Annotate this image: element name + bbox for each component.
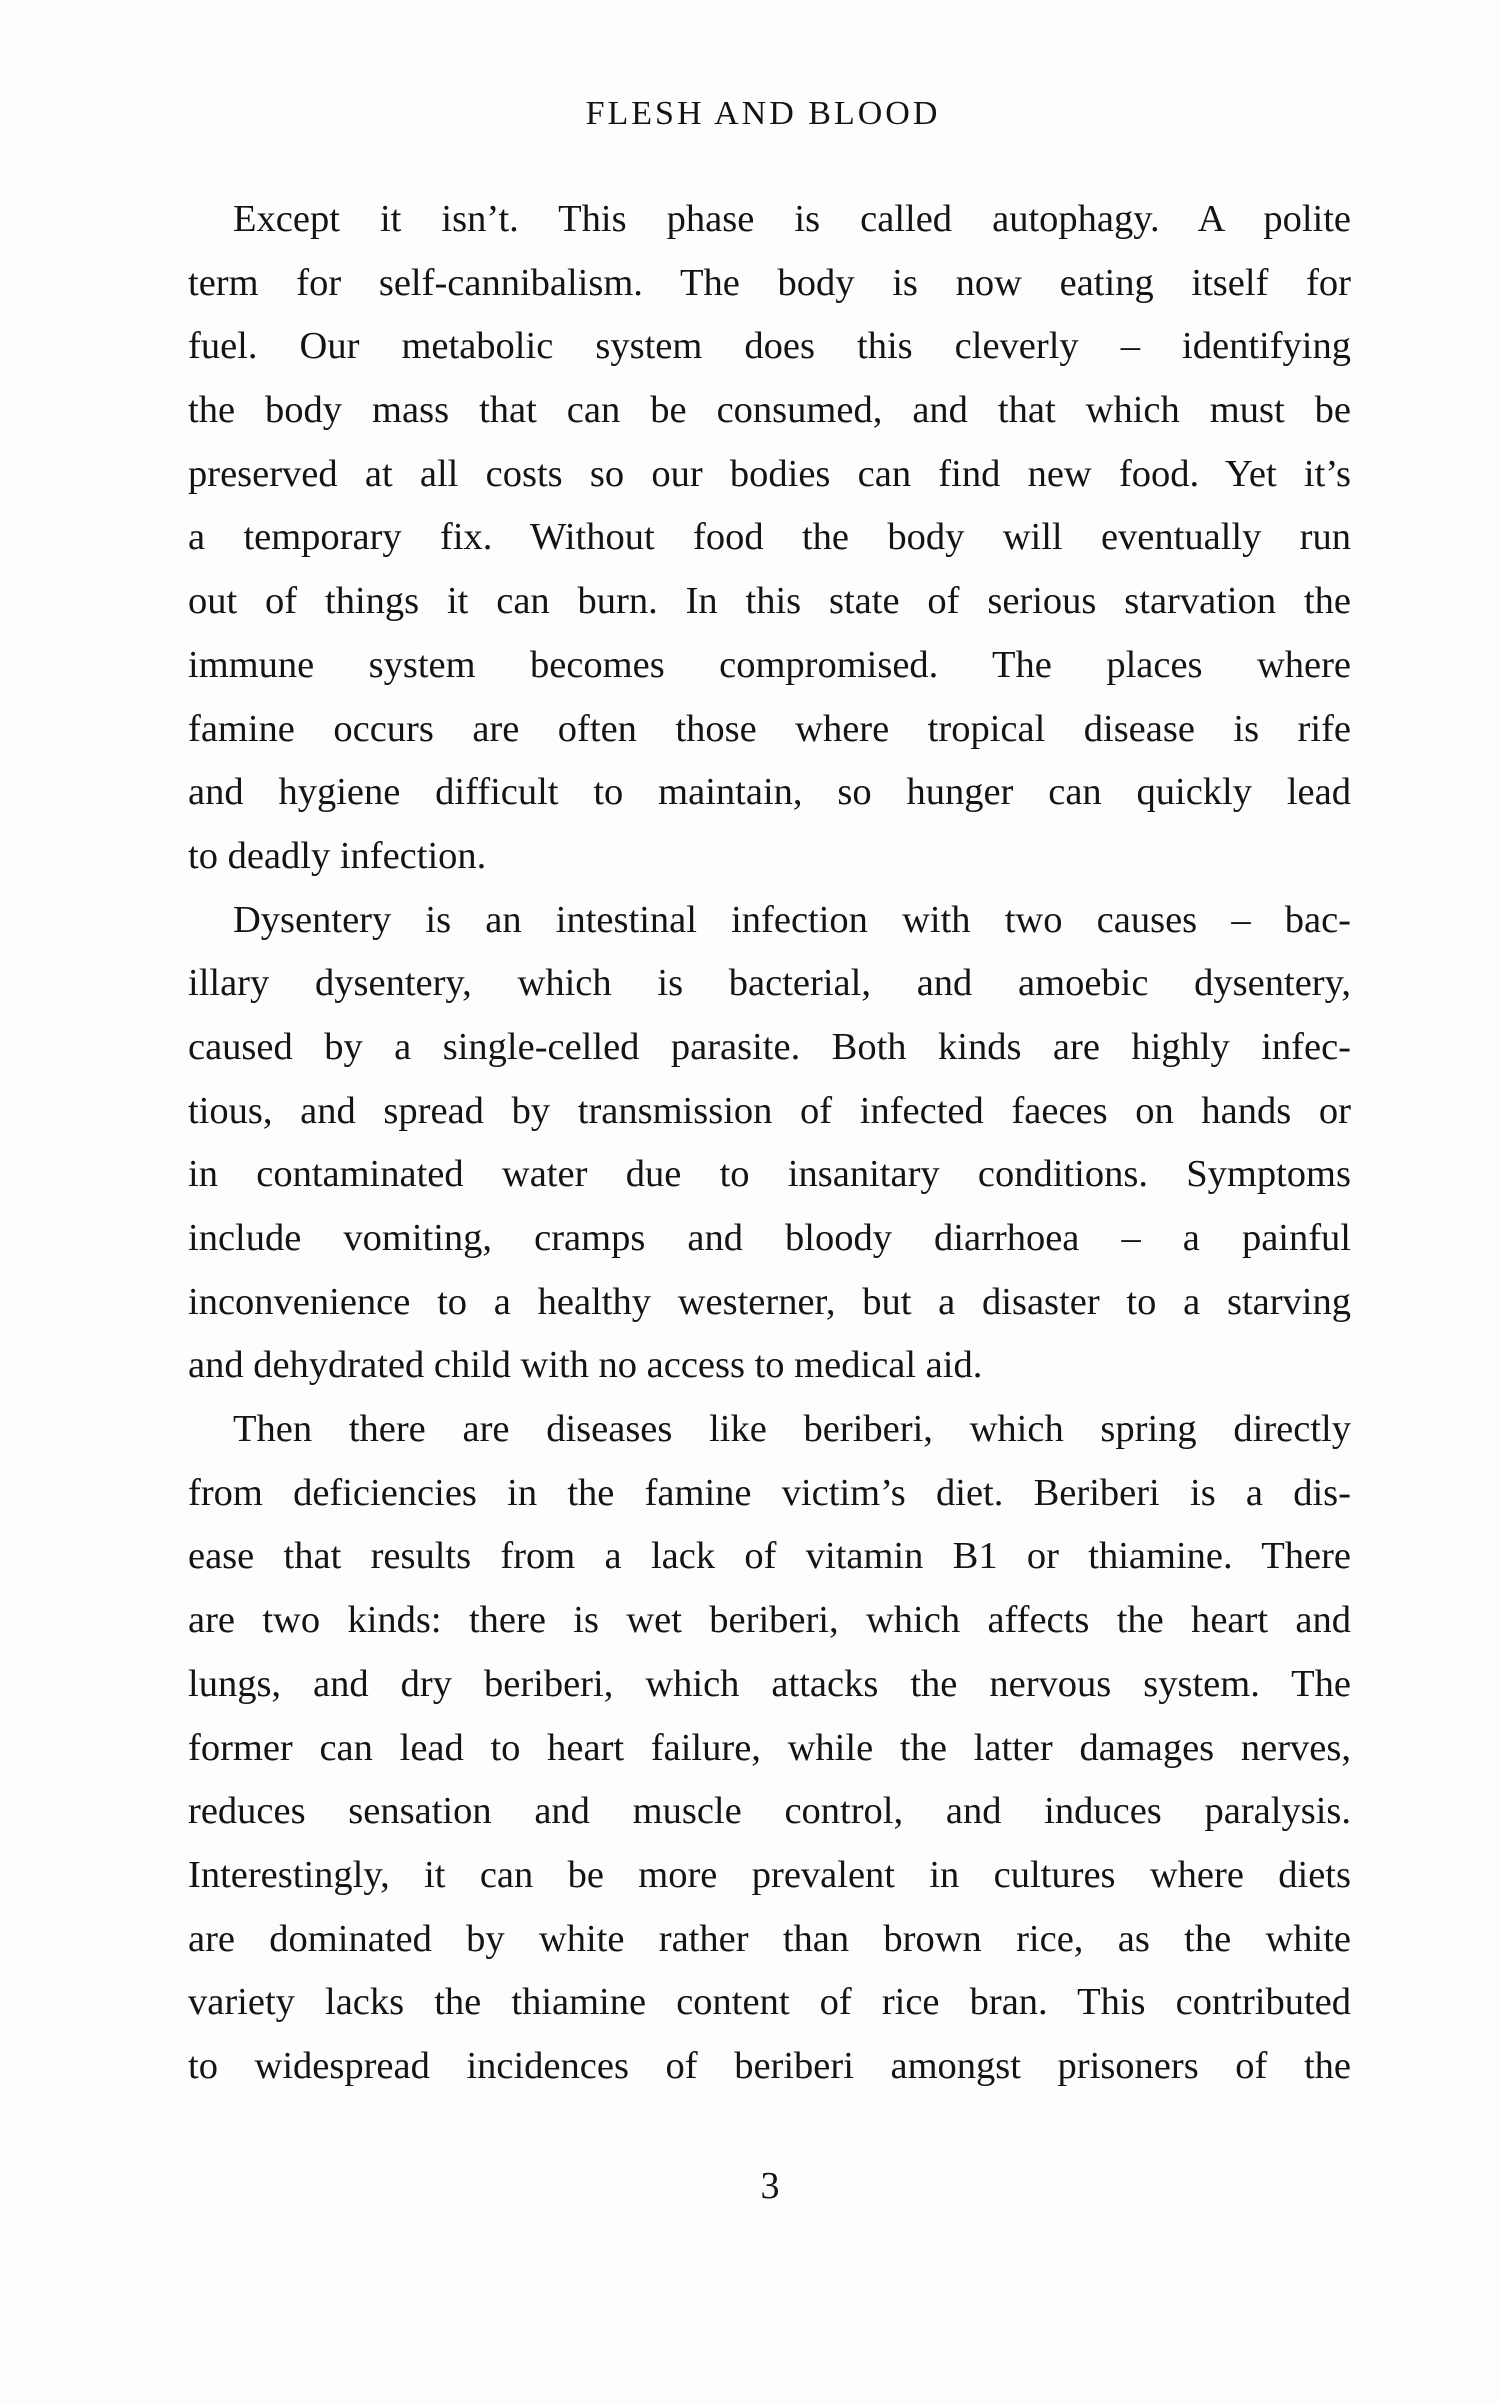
text-line: a temporary fix. Without food the body will eventually run [188,516,1351,559]
text-line: are dominated by white rather than brown rice, as the white [188,1917,1351,1960]
text-line: include vomiting, cramps and bloody diarrhoea – a painful [188,1217,1351,1259]
text-line: Interestingly, it can be more prevalent in cultures where diets [188,1853,1351,1896]
text-line: illary dysentery, which is bacterial, and amoebic dysentery, [188,962,1351,1005]
text-line: reduces sensation and muscle control, and induces paralysis. [188,1790,1351,1833]
text-line: from deficiencies in the famine victim’s diet. Beriberi is a dis- [188,1471,1351,1514]
text-line: are two kinds: there is wet beriberi, which affects the heart and [188,1599,1351,1642]
text-line: to widespread incidences of beriberi amongst prisoners of the [188,2044,1351,2087]
body-text [188,196,1351,2107]
text-line: variety lacks the thiamine content of rice bran. This contributed [188,1981,1351,2024]
paragraph-autophagy [188,196,1351,897]
text-line: immune system becomes compromised. The places where [188,643,1351,686]
text-line: and hygiene difficult to maintain, so hunger can quickly lead [188,771,1351,814]
text-line: the body mass that can be consumed, and that which must be [188,389,1351,432]
text-line: to deadly infection. [188,834,487,877]
running-head: FLESH AND BLOOD [585,95,941,132]
paragraph-dysentery [188,897,1351,1407]
text-line: famine occurs are often those where tropical disease is rife [188,707,1351,750]
text-line: out of things it can burn. In this state of serious starvation the [188,580,1351,623]
text-line: caused by a single-celled parasite. Both kinds are highly infec- [188,1025,1351,1068]
text-line: tious, and spread by transmission of infected faeces on hands or [188,1089,1351,1132]
text-line: and dehydrated child with no access to medical aid. [188,1344,983,1387]
page-number: 3 [760,2165,780,2207]
text-line: in contaminated water due to insanitary conditions. Symptoms [188,1153,1351,1196]
text-line: Then there are diseases like beriberi, which spring directly [233,1408,1351,1451]
text-line: ease that results from a lack of vitamin B1 or thiamine. There [188,1535,1351,1578]
text-line: Dysentery is an intestinal infection with two causes – bac- [233,898,1351,941]
text-line: inconvenience to a healthy westerner, but a disaster to a starving [188,1280,1351,1323]
text-line: Except it isn’t. This phase is called autophagy. A polite [233,198,1351,240]
text-line: former can lead to heart failure, while the latter damages nerves, [188,1726,1351,1769]
text-line: fuel. Our metabolic system does this cleverly – identifying [188,325,1351,368]
text-line: term for self-cannibalism. The body is now eating itself for [188,261,1351,304]
paragraph-beriberi [188,1406,1351,2107]
text-line: lungs, and dry beriberi, which attacks the nervous system. The [188,1662,1351,1705]
text-line: preserved at all costs so our bodies can find new food. Yet it’s [188,452,1351,495]
